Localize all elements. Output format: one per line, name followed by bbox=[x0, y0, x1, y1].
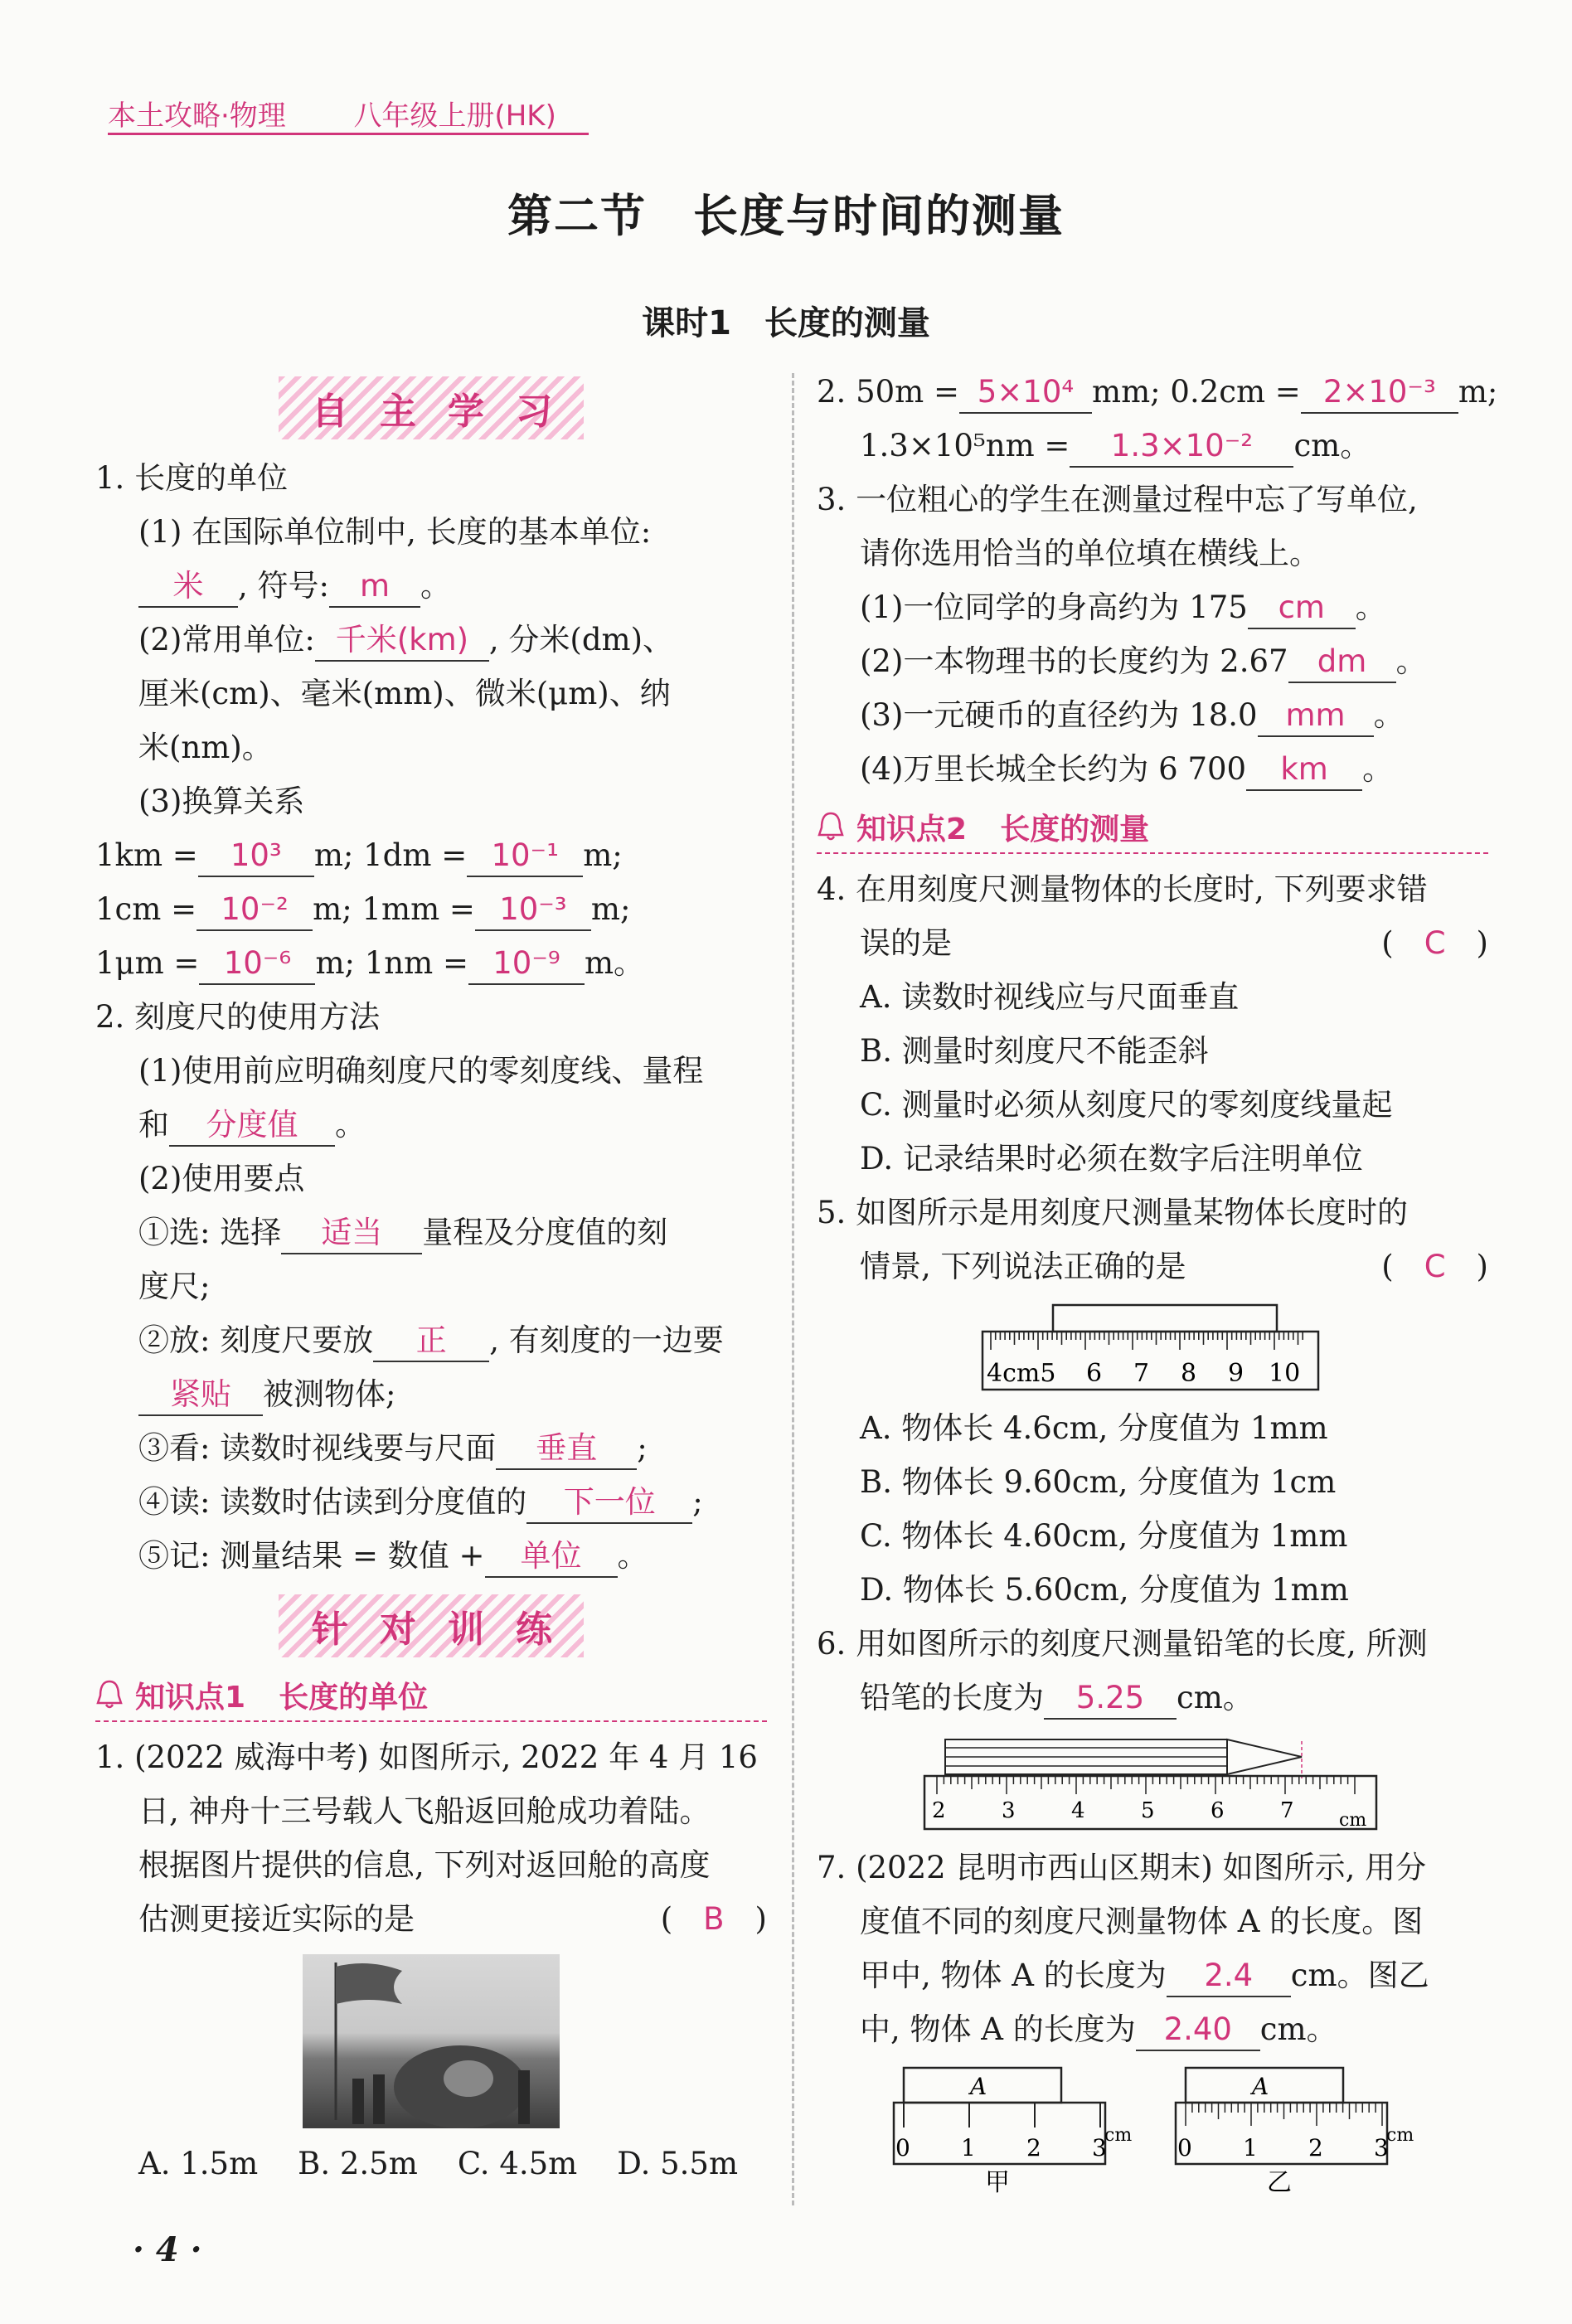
ex5-option-b: B. 物体长 9.60cm, 分度值为 1cm bbox=[860, 1464, 1337, 1500]
conv-row-1 bbox=[95, 828, 767, 882]
ruler-label: 1 bbox=[1243, 2134, 1258, 2161]
ex5-option-a: A. 物体长 4.6cm, 分度值为 1mm bbox=[860, 1410, 1328, 1446]
ruler-label: 6 bbox=[1086, 1359, 1103, 1388]
answer-blank: dm bbox=[1288, 642, 1396, 683]
ruler-figure-7 bbox=[817, 2064, 1488, 2197]
ruler-label: 0 bbox=[895, 2134, 910, 2161]
lesson-title: 课时1 长度的测量 bbox=[642, 304, 930, 342]
answer-blank: m bbox=[329, 566, 420, 608]
q1-p1-answers bbox=[95, 559, 767, 613]
ruler-label: 10 bbox=[1269, 1359, 1301, 1388]
text: (3)一元硬币的直径约为 18.0 bbox=[860, 697, 1258, 733]
text: 1km = bbox=[95, 837, 198, 873]
ruler-label: 3 bbox=[1092, 2134, 1107, 2161]
answer-blank: 单位 bbox=[485, 1536, 618, 1578]
ruler-label: 2 bbox=[932, 1798, 946, 1823]
answer-blank: cm bbox=[1248, 588, 1356, 629]
ruler-unit: cm bbox=[1104, 2125, 1133, 2146]
text: 。 bbox=[1362, 751, 1394, 787]
text: 误的是 bbox=[860, 925, 952, 961]
ex1-line-3: 根据图片提供的信息, 下列对返回舱的高度 bbox=[138, 1847, 711, 1883]
ex7-line-4 bbox=[817, 2002, 1488, 2056]
pencil-figure bbox=[817, 1733, 1488, 1832]
text: m; bbox=[590, 891, 631, 927]
ex3-line-1: 3. 一位粗心的学生在测量过程中忘了写单位, bbox=[817, 482, 1418, 517]
knowledge-point-title: 长度的测量 bbox=[1000, 812, 1150, 847]
text: , 分米(dm)、 bbox=[488, 622, 674, 657]
ruler-label: 0 bbox=[1177, 2134, 1192, 2161]
ex4-line-1: 4. 在用刻度尺测量物体的长度时, 下列要求错 bbox=[817, 871, 1428, 907]
text: m; bbox=[583, 837, 623, 873]
choice-bracket: ( C ) bbox=[1381, 1249, 1488, 1284]
ex1-line-1: 1. (2022 威海中考) 如图所示, 2022 年 4 月 16 bbox=[95, 1739, 758, 1775]
ex5-option-d: D. 物体长 5.60cm, 分度值为 1mm bbox=[860, 1572, 1349, 1608]
ruler-label: 1 bbox=[961, 2134, 976, 2161]
ex1-line-2: 日, 神舟十三号载人飞船返回舱成功着陆。 bbox=[138, 1793, 711, 1829]
column-divider bbox=[792, 373, 794, 2205]
knowledge-point-1 bbox=[95, 1669, 767, 1722]
option: B. 2.5m bbox=[298, 2146, 418, 2181]
answer-blank: 10⁻⁹ bbox=[468, 944, 585, 985]
text: 。 bbox=[335, 1107, 366, 1143]
ruler-figure-5 bbox=[817, 1302, 1488, 1393]
text: 估测更接近实际的是 bbox=[138, 1901, 415, 1937]
ex3-item-2 bbox=[817, 634, 1488, 688]
text: 。 bbox=[1395, 643, 1427, 679]
ex5-option-c: C. 物体长 4.60cm, 分度值为 1mm bbox=[860, 1518, 1348, 1554]
ruler-unit: cm bbox=[1339, 1810, 1367, 1831]
conv-row-2 bbox=[95, 882, 767, 936]
banner-text: 针对训练 bbox=[279, 1594, 584, 1657]
q1-p2-cont2: 米(nm)。 bbox=[138, 730, 273, 765]
answer-blank: 10⁻² bbox=[196, 890, 313, 931]
book-title: 本土攻略·物理 bbox=[108, 99, 286, 133]
text: m。 bbox=[584, 945, 645, 981]
text: 2. 50m = bbox=[817, 374, 959, 410]
ex3-item-1 bbox=[817, 580, 1488, 634]
text: cm。图乙 bbox=[1290, 1958, 1429, 1993]
q2-step-2-cont bbox=[95, 1367, 767, 1421]
text: ⑤记: 测量结果 = 数值 + bbox=[138, 1538, 485, 1574]
text: cm。 bbox=[1177, 1680, 1254, 1715]
text: 和 bbox=[138, 1107, 169, 1143]
text: ; bbox=[637, 1430, 648, 1466]
answer-blank: 10⁻¹ bbox=[467, 836, 583, 877]
answer-blank: 1.3×10⁻² bbox=[1070, 426, 1293, 468]
ex1-line-4 bbox=[95, 1892, 767, 1946]
ex1-options bbox=[95, 2137, 767, 2191]
text: m; 1mm = bbox=[313, 891, 475, 927]
answer-blank: 10⁻³ bbox=[475, 890, 591, 931]
answer-blank: 5×10⁴ bbox=[959, 372, 1092, 414]
q2-p1: (1)使用前应明确刻度尺的零刻度线、量程 bbox=[138, 1053, 704, 1089]
pencil-ruler-diagram bbox=[920, 1733, 1385, 1832]
ex6-line-2 bbox=[817, 1671, 1488, 1725]
answer-blank: 适当 bbox=[281, 1213, 422, 1254]
ruler-unit: cm bbox=[1386, 2125, 1414, 2146]
q2-step-4 bbox=[95, 1475, 767, 1529]
q2-step-5 bbox=[95, 1529, 767, 1583]
ex5-line-2 bbox=[817, 1240, 1488, 1293]
answer-blank: 垂直 bbox=[496, 1429, 637, 1470]
page-number: · 4 · bbox=[133, 2230, 202, 2269]
block-label: A bbox=[970, 2073, 987, 2100]
banner-self-study bbox=[95, 371, 767, 444]
block-label: A bbox=[1252, 2073, 1269, 2100]
knowledge-point-label: 知识点2 bbox=[856, 812, 968, 847]
text: 中, 物体 A 的长度为 bbox=[860, 2011, 1136, 2047]
book-header bbox=[108, 93, 556, 133]
text: (1) 在国际单位制中, 长度的基本单位: bbox=[138, 514, 652, 550]
ex4-option-c: C. 测量时必须从刻度尺的零刻度线量起 bbox=[860, 1087, 1393, 1123]
ruler-diagram-yi bbox=[1169, 2064, 1418, 2197]
text: m; 1dm = bbox=[313, 837, 468, 873]
text: , 符号: bbox=[238, 568, 329, 604]
answer-blank: km bbox=[1246, 750, 1362, 791]
answer-blank: 10³ bbox=[198, 836, 314, 877]
text: m; bbox=[1458, 374, 1498, 410]
answer-blank: 米 bbox=[138, 566, 238, 608]
capsule-photo-figure bbox=[95, 1954, 767, 2128]
text: 铅笔的长度为 bbox=[860, 1680, 1044, 1715]
text: 。 bbox=[617, 1538, 648, 1574]
q1-title: 1. 长度的单位 bbox=[95, 460, 289, 496]
q1-p1 bbox=[95, 505, 767, 559]
ex5-line-1: 5. 如图所示是用刻度尺测量某物体长度时的 bbox=[817, 1195, 1409, 1230]
ruler-label: 7 bbox=[1280, 1798, 1294, 1823]
text: 1μm = bbox=[95, 945, 200, 981]
choice-answer: C bbox=[1424, 1249, 1446, 1284]
ex2-line-2 bbox=[817, 419, 1488, 473]
ruler-label: 9 bbox=[1228, 1359, 1244, 1388]
q2-step-1 bbox=[95, 1206, 767, 1259]
ex7-line-1: 7. (2022 昆明市西山区期末) 如图所示, 用分 bbox=[817, 1850, 1427, 1885]
text: ③看: 读数时视线要与尺面 bbox=[138, 1430, 497, 1466]
ex7-line-2: 度值不同的刻度尺测量物体 A 的长度。图 bbox=[860, 1904, 1424, 1939]
text: 。 bbox=[420, 568, 451, 604]
choice-bracket: ( C ) bbox=[1381, 925, 1488, 961]
ruler-label: 3 bbox=[1002, 1798, 1016, 1823]
ex3-line-2: 请你选用恰当的单位填在横线上。 bbox=[860, 536, 1320, 571]
q2-p2: (2)使用要点 bbox=[138, 1161, 305, 1196]
knowledge-point-2 bbox=[817, 801, 1488, 854]
answer-blank: 5.25 bbox=[1044, 1678, 1177, 1720]
answer-blank: 下一位 bbox=[526, 1482, 692, 1524]
text: 。 bbox=[1355, 589, 1386, 625]
photo-drawing bbox=[303, 1954, 560, 2128]
ruler-label: 6 bbox=[1211, 1798, 1225, 1823]
choice-answer: B bbox=[703, 1901, 725, 1937]
text: (2)一本物理书的长度约为 2.67 bbox=[860, 643, 1288, 679]
text: ; bbox=[692, 1484, 703, 1520]
ruler-label: 8 bbox=[1181, 1359, 1197, 1388]
text: ①选: 选择 bbox=[138, 1215, 282, 1250]
text: , 有刻度的一边要 bbox=[489, 1322, 724, 1358]
text: (2)常用单位: bbox=[138, 622, 315, 657]
text: 情景, 下列说法正确的是 bbox=[860, 1249, 1186, 1284]
answer-blank: 正 bbox=[373, 1321, 489, 1362]
ex3-item-3 bbox=[817, 688, 1488, 742]
ruler-label: 2 bbox=[1026, 2134, 1041, 2161]
q2-step-3 bbox=[95, 1421, 767, 1475]
option: C. 4.5m bbox=[457, 2146, 578, 2181]
figure-caption: 乙 bbox=[1267, 2168, 1292, 2197]
q1-p2 bbox=[95, 613, 767, 667]
ex3-item-4 bbox=[817, 742, 1488, 796]
text: 1.3×10⁵nm = bbox=[860, 428, 1070, 463]
text: mm; 0.2cm = bbox=[1092, 374, 1301, 410]
answer-blank: 2.40 bbox=[1136, 2010, 1260, 2051]
answer-blank: 10⁻⁶ bbox=[199, 944, 315, 985]
text: 1cm = bbox=[95, 891, 197, 927]
answer-blank: 紧贴 bbox=[138, 1375, 263, 1416]
option: D. 5.5m bbox=[617, 2146, 739, 2181]
text: ②放: 刻度尺要放 bbox=[138, 1322, 374, 1358]
ruler-label: 5 bbox=[1141, 1798, 1155, 1823]
text: m; 1nm = bbox=[315, 945, 468, 981]
text: cm。 bbox=[1259, 2011, 1337, 2047]
answer-blank: mm bbox=[1258, 696, 1374, 737]
right-column bbox=[817, 365, 1498, 2205]
ex2-line-1 bbox=[817, 365, 1498, 419]
knowledge-point-title: 长度的单位 bbox=[279, 1680, 429, 1715]
text: 被测物体; bbox=[263, 1376, 396, 1412]
q2-p1-cont bbox=[95, 1098, 767, 1152]
conv-row-3 bbox=[95, 936, 767, 990]
left-column bbox=[95, 365, 767, 2191]
capsule-photo bbox=[303, 1954, 560, 2128]
option: A. 1.5m bbox=[138, 2146, 259, 2181]
text: ④读: 读数时估读到分度值的 bbox=[138, 1484, 527, 1520]
text: (1)一位同学的身高约为 175 bbox=[860, 589, 1248, 625]
banner-text: 自主学习 bbox=[279, 376, 584, 439]
answer-blank: 分度值 bbox=[169, 1105, 335, 1147]
ex4-option-d: D. 记录结果时必须在数字后注明单位 bbox=[860, 1141, 1363, 1177]
choice-bracket: ( B ) bbox=[660, 1901, 767, 1937]
ex4-line-2 bbox=[817, 916, 1488, 970]
q1-p3: (3)换算关系 bbox=[138, 784, 305, 819]
section-title: 第二节 长度与时间的测量 bbox=[507, 190, 1065, 242]
answer-blank: 2×10⁻³ bbox=[1301, 372, 1458, 414]
text: cm。 bbox=[1293, 428, 1371, 463]
ex4-option-a: A. 读数时视线应与尺面垂直 bbox=[860, 979, 1240, 1015]
ruler-label: 4 bbox=[1071, 1798, 1085, 1823]
bell-icon bbox=[817, 811, 845, 842]
ex7-line-3 bbox=[817, 1948, 1488, 2002]
text: 。 bbox=[1373, 697, 1405, 733]
ruler-label: 2 bbox=[1308, 2134, 1323, 2161]
ruler-diagram-jia bbox=[887, 2064, 1136, 2197]
ruler-diagram-5 bbox=[978, 1302, 1327, 1393]
answer-blank: 千米(km) bbox=[315, 620, 489, 662]
banner-training bbox=[95, 1589, 767, 1662]
ruler-label: 3 bbox=[1374, 2134, 1389, 2161]
bell-icon bbox=[95, 1679, 124, 1710]
ruler-label: 7 bbox=[1133, 1359, 1150, 1388]
q2-title: 2. 刻度尺的使用方法 bbox=[95, 999, 381, 1035]
q2-step-1-cont: 度尺; bbox=[138, 1269, 211, 1304]
answer-blank: 2.4 bbox=[1167, 1956, 1291, 1997]
ruler-label: 4cm5 bbox=[987, 1359, 1056, 1388]
q2-step-2 bbox=[95, 1313, 767, 1367]
ex6-line-1: 6. 用如图所示的刻度尺测量铅笔的长度, 所测 bbox=[817, 1626, 1428, 1662]
text: (4)万里长城全长约为 6 700 bbox=[860, 751, 1247, 787]
q1-p2-cont: 厘米(cm)、毫米(mm)、微米(μm)、纳 bbox=[138, 676, 671, 711]
text: 量程及分度值的刻 bbox=[422, 1215, 668, 1250]
ex4-option-b: B. 测量时刻度尺不能歪斜 bbox=[860, 1033, 1209, 1069]
header-underline bbox=[108, 133, 589, 135]
grade-label: 八年级上册(HK) bbox=[353, 99, 556, 133]
choice-answer: C bbox=[1424, 925, 1446, 961]
text: 甲中, 物体 A 的长度为 bbox=[860, 1958, 1167, 1993]
figure-caption: 甲 bbox=[985, 2168, 1010, 2197]
knowledge-point-label: 知识点1 bbox=[135, 1680, 246, 1715]
